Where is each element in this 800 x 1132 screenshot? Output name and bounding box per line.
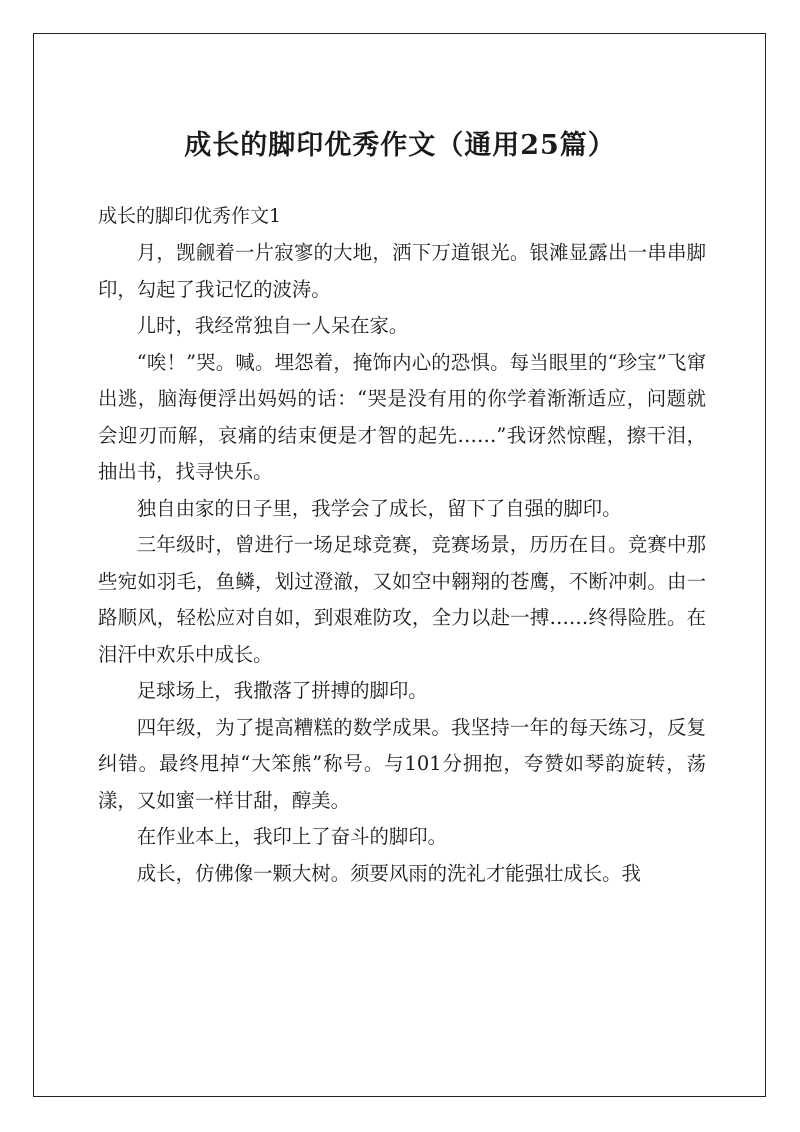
paragraph: 月，觊觎着一片寂寥的大地，洒下万道银光。银滩显露出一串串脚印，勾起了我记忆的波涛。	[98, 241, 706, 301]
document-body	[98, 235, 706, 892]
paragraph: “唉！”哭。喊。埋怨着，掩饰内心的恐惧。每当眼里的“珍宝”飞窜出逃，脑海便浮出妈妈的话：“哭是没有用的你学着渐渐适应，问题就会迎刃而解，哀痛的结束便是才智的起先……”我讶然惊醒，擦干泪，抽出书，找寻快乐。	[98, 350, 706, 483]
paragraph: 四年级，为了提高糟糕的数学成果。我坚持一年的每天练习，反复纠错。最终甩掉“大笨熊”称号。与101分拥抱，夸赞如琴韵旋转，荡漾，又如蜜一样甘甜，醇美。	[98, 715, 706, 812]
document-title: 成长的脚印优秀作文（通用25篇）	[184, 130, 616, 161]
paragraph: 足球场上，我撒落了拼搏的脚印。	[136, 679, 428, 702]
paragraph: 在作业本上，我印上了奋斗的脚印。	[136, 825, 448, 848]
paragraph: 成长，仿佛像一颗大树。须要风雨的洗礼才能强壮成长。我	[136, 861, 641, 885]
section-heading: 成长的脚印优秀作文1	[98, 205, 282, 227]
paragraph: 三年级时，曾进行一场足球竞赛，竞赛场景，历历在目。竞赛中那些宛如羽毛，鱼鳞，划过澄澈，又如空中翱翔的苍鹰，不断冲刺。由一路顺风，轻松应对自如，到艰难防攻，全力以赴一搏……终得险胜。在泪汗中欢乐中成长。	[98, 533, 706, 666]
paragraph: 独自由家的日子里，我学会了成长，留下了自强的脚印。	[136, 496, 622, 520]
paragraph: 儿时，我经常独自一人呆在家。	[136, 314, 409, 337]
